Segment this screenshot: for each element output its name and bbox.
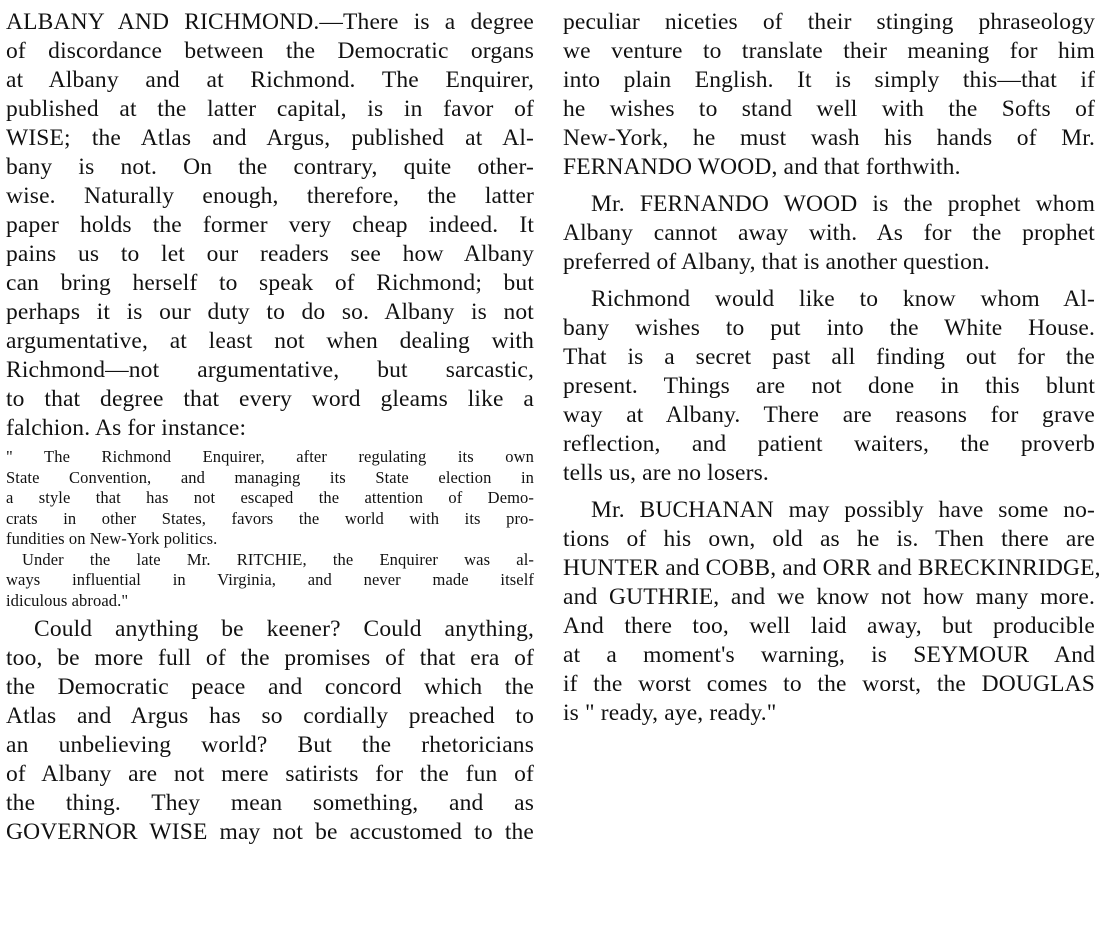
- text-line: WISE; the Atlas and Argus, published at Al-: [6, 125, 534, 151]
- paragraph-gap: [563, 488, 1095, 496]
- text-line: bany wishes to put into the White House.: [563, 315, 1095, 341]
- paragraph-gap: [563, 277, 1095, 285]
- text-line: paper holds the former very cheap indeed. It: [6, 212, 534, 238]
- article-paragraph: [6, 615, 534, 847]
- text-line: ALBANY AND RICHMOND.—There is a degree: [6, 9, 534, 35]
- text-line: New-York, he must wash his hands of Mr.: [563, 125, 1095, 151]
- text-line: tions of his own, old as he is. Then there are: [563, 526, 1095, 552]
- quote-line: Under the late Mr. RITCHIE, the Enquirer was al-: [22, 549, 534, 569]
- text-line: into plain English. It is simply this—that if: [563, 67, 1095, 93]
- right-column: [563, 8, 1101, 728]
- quote-line: fundities on New-York politics.: [6, 529, 218, 548]
- text-line: Albany cannot away with. As for the prophet: [563, 220, 1095, 246]
- text-line: Richmond would like to know whom Al-: [591, 286, 1095, 312]
- quote-line: idiculous abroad.": [6, 590, 129, 610]
- text-line: argumentative, at least not when dealing with: [6, 328, 534, 354]
- text-line: we venture to translate their meaning for him: [563, 38, 1095, 64]
- article-paragraph: [563, 190, 1095, 277]
- text-line: Mr. BUCHANAN may possibly have some no-: [591, 497, 1095, 523]
- text-line: Atlas and Argus has so cordially preached to: [6, 703, 534, 729]
- article-paragraph: [563, 285, 1095, 488]
- text-line: if the worst comes to the worst, the DOUGLAS: [563, 671, 1095, 697]
- text-line: tells us, are no losers.: [563, 460, 769, 486]
- text-line: present. Things are not done in this blunt: [563, 373, 1095, 399]
- text-line: Could anything be keener? Could anything,: [34, 616, 534, 642]
- quote-line: " The Richmond Enquirer, after regulating its own: [6, 447, 534, 466]
- text-line: of Albany are not mere satirists for the fun of: [6, 761, 534, 787]
- text-line: too, be more full of the promises of that era of: [6, 645, 534, 671]
- text-line: bany is not. On the contrary, quite other-: [6, 154, 534, 180]
- text-line: can bring herself to speak of Richmond; but: [6, 270, 534, 296]
- text-line: published at the latter capital, is in favor of: [6, 96, 534, 122]
- text-line: Mr. FERNANDO WOOD is the prophet whom: [591, 191, 1095, 217]
- article-paragraph: [563, 8, 1095, 182]
- left-column: [6, 8, 534, 847]
- quote-line: State Convention, and managing its State election in: [6, 467, 534, 487]
- text-line: FERNANDO WOOD, and that forthwith.: [563, 154, 961, 180]
- text-line: the Democratic peace and concord which the: [6, 674, 534, 700]
- text-line: way at Albany. There are reasons for grave: [563, 402, 1095, 428]
- text-line: That is a secret past all finding out for the: [563, 344, 1095, 370]
- text-line: wise. Naturally enough, therefore, the latter: [6, 183, 534, 209]
- paragraph-gap: [563, 182, 1095, 190]
- text-line: the thing. They mean something, and as: [6, 790, 534, 816]
- text-line: preferred of Albany, that is another question.: [563, 249, 990, 275]
- text-line: perhaps it is our duty to do so. Albany is not: [6, 299, 534, 325]
- text-line: falchion. As for instance:: [6, 415, 247, 441]
- text-line: pains us to let our readers see how Albany: [6, 241, 534, 267]
- text-line: to that degree that every word gleams like a: [6, 386, 534, 412]
- text-line: is " ready, aye, ready.": [563, 700, 777, 726]
- text-line: And there too, well laid away, but producible: [563, 613, 1095, 639]
- article-paragraph: [6, 8, 534, 443]
- text-line: he wishes to stand well with the Softs of: [563, 96, 1095, 122]
- text-line: an unbelieving world? But the rhetoricians: [6, 732, 534, 758]
- text-line: HUNTER and COBB, and ORR and BRECKINRIDGE,: [563, 555, 1101, 581]
- text-line: at Albany and at Richmond. The Enquirer,: [6, 67, 534, 93]
- article-paragraph: [563, 496, 1101, 728]
- text-line: Richmond—not argumentative, but sarcastic,: [6, 357, 534, 383]
- text-line: at a moment's warning, is SEYMOUR And: [563, 642, 1095, 668]
- quote-line: ways influential in Virginia, and never made itself: [6, 570, 534, 589]
- text-line: peculiar niceties of their stinging phraseology: [563, 9, 1095, 35]
- text-line: of discordance between the Democratic organs: [6, 38, 534, 64]
- block-quote: [6, 447, 534, 611]
- text-line: reflection, and patient waiters, the proverb: [563, 431, 1095, 457]
- quote-line: a style that has not escaped the attention of Demo-: [6, 488, 534, 507]
- text-line: and GUTHRIE, and we know not how many more.: [563, 584, 1095, 610]
- text-line: GOVERNOR WISE may not be accustomed to the: [6, 819, 534, 845]
- quote-line: crats in other States, favors the world with its pro-: [6, 508, 534, 528]
